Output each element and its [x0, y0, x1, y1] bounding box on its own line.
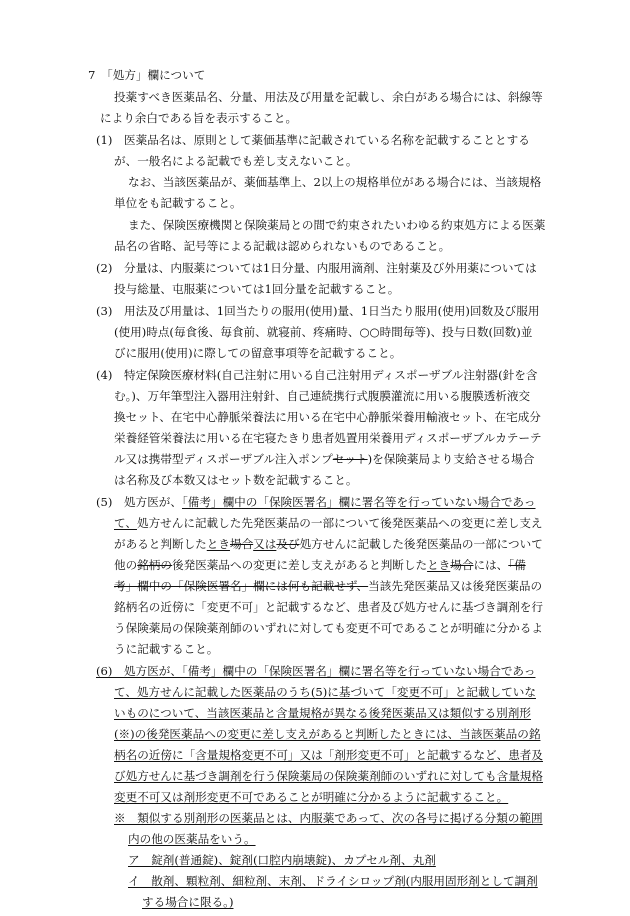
deleted-text: 場合: [229, 537, 254, 551]
text-line: [88, 66, 205, 84]
text-segment: なお、当該医薬品が、薬価基準上、2以上の規格単位がある場合には、当該規格: [128, 175, 542, 189]
text-segment: 後発医薬品への変更に差し支えがあると判断した: [172, 558, 428, 572]
text-line: [114, 640, 218, 658]
text-segment: また、保険医療機関と保険薬局との間で約束されたいわゆる約束処方による医薬: [128, 218, 546, 232]
text-segment: により余白である旨を表示すること。: [100, 111, 298, 125]
inserted-text: とき: [427, 558, 451, 572]
text-segment: 銘柄名の近傍に「変更不可」と記載するなど、患者及び処方せんに基づき調剤を行: [114, 600, 543, 614]
text-line: [114, 683, 536, 701]
text-line: [114, 450, 534, 468]
text-segment: (5) 処方医が、: [96, 495, 182, 509]
text-segment: )を保険薬局より支給させる場合: [367, 452, 535, 466]
deleted-text: 及び: [276, 537, 300, 551]
text-segment: う保険薬局の保険薬剤師のいずれに対しても変更不可であることが明確に分かるよ: [114, 621, 543, 635]
text-segment: (1) 医薬品名は、原則として薬価基準に記載されている名称を記載することとする: [96, 133, 530, 147]
inserted-text: 変更不可又は剤形変更不可であることが明確に分かるように記載すること。: [114, 790, 509, 804]
inserted-text: て、処方せんに記載した医薬品のうち(5)に基づいて「変更不可」と記載していな: [114, 685, 536, 699]
text-segment: 品名の省略、記号等による記載は認められないものであること。: [114, 239, 451, 253]
inserted-text: ※ 類似する別剤形の医薬品とは、内服薬であって、次の各号に掲げる分類の範囲: [114, 811, 543, 825]
text-line: [114, 725, 540, 743]
text-segment: む。)、万年筆型注入器用注射針、自己連続携行式腹膜灌流に用いる腹膜透析液交: [114, 389, 531, 403]
deleted-text: 場合: [450, 558, 474, 572]
text-line: [100, 109, 297, 127]
text-line: [114, 344, 401, 362]
text-segment: 処方せんに記載した後発医薬品の一部について: [299, 537, 543, 551]
text-line: [114, 237, 450, 255]
text-line: [96, 493, 536, 511]
text-segment: には、: [473, 558, 509, 572]
text-line: [142, 893, 233, 911]
text-line: [114, 704, 531, 722]
text-line: [114, 809, 543, 827]
text-line: [128, 872, 538, 890]
text-segment: (4) 特定保険医療材料(自己注射に用いる自己注射用ディスポーザブル注射器(針を含: [96, 368, 538, 382]
inserted-text: 柄名の近傍に「含量規格変更不可」又は「剤形変更不可」と記載するなど、患者及: [114, 748, 543, 762]
text-segment: があると判断した: [114, 537, 207, 551]
text-segment: 投与総量、屯服薬については1回分量を記載すること。: [114, 282, 400, 296]
text-line: [96, 302, 539, 320]
text-line: [96, 366, 537, 384]
text-line: [114, 598, 543, 616]
deleted-text: 「備: [508, 558, 526, 572]
text-line: [128, 830, 256, 848]
inserted-text: 内の他の医薬品をいう。: [128, 832, 256, 846]
text-line: [114, 323, 532, 341]
inserted-text: (6) 処方医が、「備考」欄中の「保険医署名」欄に署名等を行っていない場合であっ: [96, 664, 536, 678]
text-line: [128, 851, 436, 869]
text-line: [114, 88, 543, 106]
text-segment: (2) 分量は、内服薬については1日分量、内服用滴剤、注射薬及び外用薬については: [96, 261, 537, 275]
text-segment: 単位をも記載すること。: [114, 196, 242, 210]
text-line: [114, 619, 543, 637]
text-segment: 投薬すべき医薬品名、分量、用法及び用量を記載し、余白がある場合には、斜線等: [114, 90, 543, 104]
inserted-text: び処方せんに基づき調剤を行う保険薬局の保険薬剤師のいずれに対しても含量規格: [114, 769, 543, 783]
inserted-text: 又は: [253, 537, 277, 551]
text-segment: が、一般名による記載でも差し支えないこと。: [114, 154, 358, 168]
deleted-text: 考」欄中の「保険医署名」欄には何も記載せず、: [114, 579, 369, 593]
text-segment: 当該先発医薬品又は後発医薬品の: [368, 579, 543, 593]
text-segment: (3) 用法及び用量は、1回当たりの服用(使用)量、1日当たり服用(使用)回数及び服用: [96, 304, 540, 318]
text-segment: うに記載すること。: [114, 642, 219, 656]
text-segment: 栄養経管栄養法に用いる在宅寝たきり患者処置用栄養用ディスポーザブルカテーテ: [114, 431, 542, 445]
text-segment: は名称及び本数又はセット数を記載すること。: [114, 473, 358, 487]
text-line: [114, 471, 357, 489]
inserted-text: 「備考」欄中の「保険医署名」欄に署名等を行っていない場合であっ: [182, 495, 536, 509]
text-line: [114, 767, 543, 785]
text-segment: ル又は携帯型ディスポーザブル注入ポンプ: [114, 452, 333, 466]
inserted-text: いものについて、当該医薬品と含量規格が異なる後発医薬品又は類似する別剤形: [114, 706, 531, 720]
deleted-text: 銘柄の: [137, 558, 172, 572]
text-line: [114, 387, 530, 405]
text-segment: 処方せんに記載した先発医薬品の一部について後発医薬品への変更に差し支え: [136, 516, 543, 530]
text-line: [114, 788, 508, 806]
text-segment: 7 「処方」欄について: [88, 68, 206, 82]
text-line: [114, 514, 543, 532]
text-line: [114, 535, 543, 553]
text-line: [96, 131, 530, 149]
inserted-text: する場合に限る。): [142, 895, 234, 909]
text-line: [114, 280, 399, 298]
text-line: [96, 662, 535, 680]
text-line: [114, 429, 542, 447]
inserted-text: とき: [206, 537, 230, 551]
text-line: [114, 746, 543, 764]
text-line: [114, 577, 542, 595]
text-line: [114, 556, 526, 574]
inserted-text: ア 錠剤(普通錠)、錠剤(口腔内崩壊錠)、カプセル剤、丸剤: [128, 853, 436, 867]
text-line: [114, 152, 357, 170]
text-segment: (使用)時点(毎食後、毎食前、就寝前、疼痛時、○○時間毎等)、投与日数(回数)並: [114, 325, 533, 339]
text-segment: びに服用(使用)に際しての留意事項等を記載すること。: [114, 346, 402, 360]
inserted-text: イ 散剤、顆粒剤、細粒剤、末剤、ドライシロップ剤(内服用固形剤として調剤: [128, 874, 538, 888]
inserted-text: て、: [114, 516, 137, 530]
deleted-text: セット: [332, 452, 368, 466]
text-line: [128, 216, 545, 234]
inserted-text: (※)の後発医薬品への変更に差し支えがあると判断したときには、当該医薬品の銘: [114, 727, 541, 741]
text-line: [128, 173, 541, 191]
text-line: [114, 408, 541, 426]
text-segment: 換セット、在宅中心静脈栄養法に用いる在宅中心静脈栄養用輸液セット、在宅成分: [114, 410, 541, 424]
text-line: [114, 194, 242, 212]
text-segment: 他の: [114, 558, 138, 572]
text-line: [96, 259, 537, 277]
